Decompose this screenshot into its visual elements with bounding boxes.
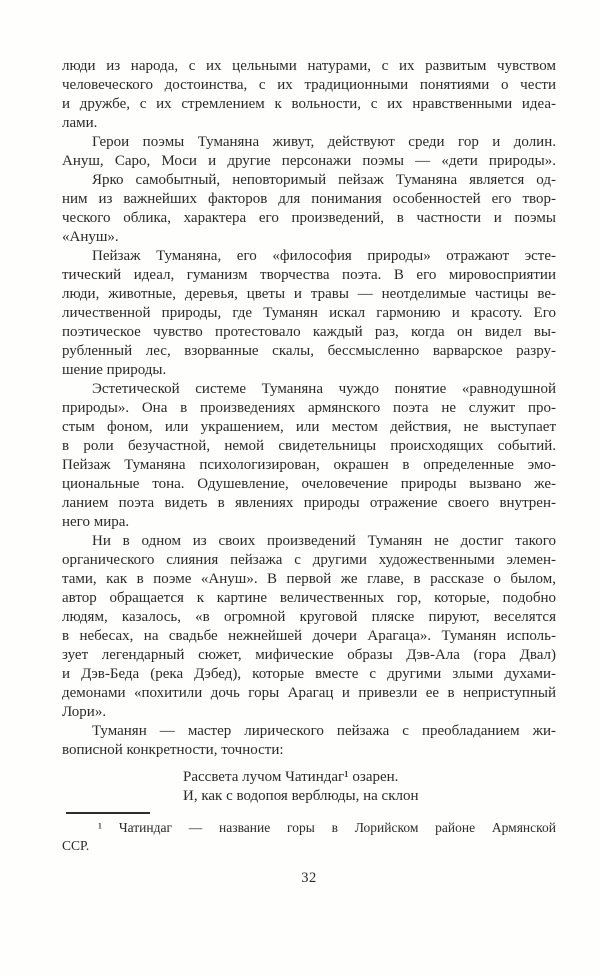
page-text-block [62, 57, 556, 888]
text-line: личественной природы, где Туманян искал гармонию и красоту. Его [62, 305, 556, 321]
paragraph [62, 247, 556, 380]
footnote-line: ¹ Чатиндаг — название горы в Лорийском районе Армянской [98, 820, 556, 835]
text-line: и Дэв-Беда (река Дэбед), которые вместе с другими злыми духами- [62, 666, 556, 682]
text-line: люди из народа, с их цельными натурами, с их развитым чувством [62, 58, 556, 74]
text-line: вописной конкретности, точности: [62, 742, 284, 758]
footnote-separator [66, 812, 150, 814]
text-line: человеческого достоинства, с их традиционными понятиями о чести [62, 77, 556, 93]
text-line: Ярко самобытный, неповторимый пейзаж Туманяна является од- [92, 172, 556, 188]
paragraph [62, 171, 556, 247]
text-line: поэтическое чувство протестовало каждый раз, когда он видел вы- [62, 324, 556, 340]
paragraph [62, 532, 556, 722]
footnote [62, 819, 556, 855]
body-paragraphs [62, 57, 556, 760]
text-line: Туманян — мастер лирического пейзажа с преобладанием жи- [92, 723, 556, 739]
paragraph [62, 57, 556, 133]
text-line: Ануш, Саро, Моси и другие персонажи поэмы — «дети природы». [62, 153, 556, 169]
text-line: лами. [62, 115, 98, 131]
text-line: в роли безучастной, немой свидетельницы происходящих событий. [62, 438, 556, 454]
verse-line: И, как с водопоя верблюды, на склон [183, 788, 419, 804]
text-line: тический идеал, гуманизм творчества поэта. В его мировосприятии [62, 267, 556, 283]
text-line: Пейзаж Туманяна, его «философия природы» отражают эсте- [92, 248, 556, 264]
verse-line: Рассвета лучом Чатиндаг¹ озарен. [183, 769, 399, 785]
text-line: в небесах, на свадьбе нежнейшей дочери Арагаца». Туманян исполь- [62, 628, 556, 644]
text-line: шение природы. [62, 362, 167, 378]
text-line: ним из важнейших факторов для понимания особенностей его твор- [62, 191, 556, 207]
text-line: тами, как в поэме «Ануш». В первой же главе, в рассказе о былом, [62, 571, 556, 587]
text-line: Лори». [62, 704, 107, 720]
text-line: ланием поэта видеть в явлениях природы отражение своего внутрен- [62, 495, 556, 511]
text-line: «Ануш». [62, 229, 119, 245]
text-line: природы». Она в произведениях армянского поэта не служит про- [62, 400, 556, 416]
text-line: органического слияния пейзажа с другими художественными элемен- [62, 552, 556, 568]
footnote-line: ССР. [62, 838, 90, 853]
text-line: люди, животные, деревья, цветы и травы — неотделимые частицы ве- [62, 286, 556, 302]
text-line: Эстетической системе Туманяна чуждо понятие «равнодушной [92, 381, 556, 397]
text-line: рубленный лес, взорванные скалы, бессмысленно варварское разру- [62, 343, 556, 359]
text-line: людям, казалось, «в огромной круговой пляске пируют, веселятся [62, 609, 556, 625]
text-line: циональные тона. Одушевление, очеловечение природы вызвано же- [62, 476, 556, 492]
text-line: зует легендарный сюжет, мифические образы Дэв-Ала (гора Двал) [62, 647, 556, 663]
paragraph [62, 133, 556, 171]
verse-block [183, 768, 556, 806]
text-line: стым фоном, или украшением, или местом действия, не выступает [62, 419, 556, 435]
paragraph [62, 722, 556, 760]
page-number: 32 [301, 870, 317, 886]
text-line: и дружбе, с их стремлением к вольности, с их нравственными идеа- [62, 96, 556, 112]
text-line: Ни в одном из своих произведений Туманян не достиг такого [92, 533, 556, 549]
paragraph [62, 380, 556, 532]
text-line: ческого облика, характера его произведений, в частности и поэмы [62, 210, 556, 226]
text-line: Пейзаж Туманяна психологизирован, окрашен в определенные эмо- [62, 457, 556, 473]
text-line: Герои поэмы Туманяна живут, действуют среди гор и долин. [92, 134, 556, 150]
text-line: демонами «похитили дочь горы Арагац и привезли ее в неприступный [62, 685, 556, 701]
text-line: него мира. [62, 514, 130, 530]
text-line: автор обращается к картине величественных гор, которые, подобно [62, 590, 556, 606]
